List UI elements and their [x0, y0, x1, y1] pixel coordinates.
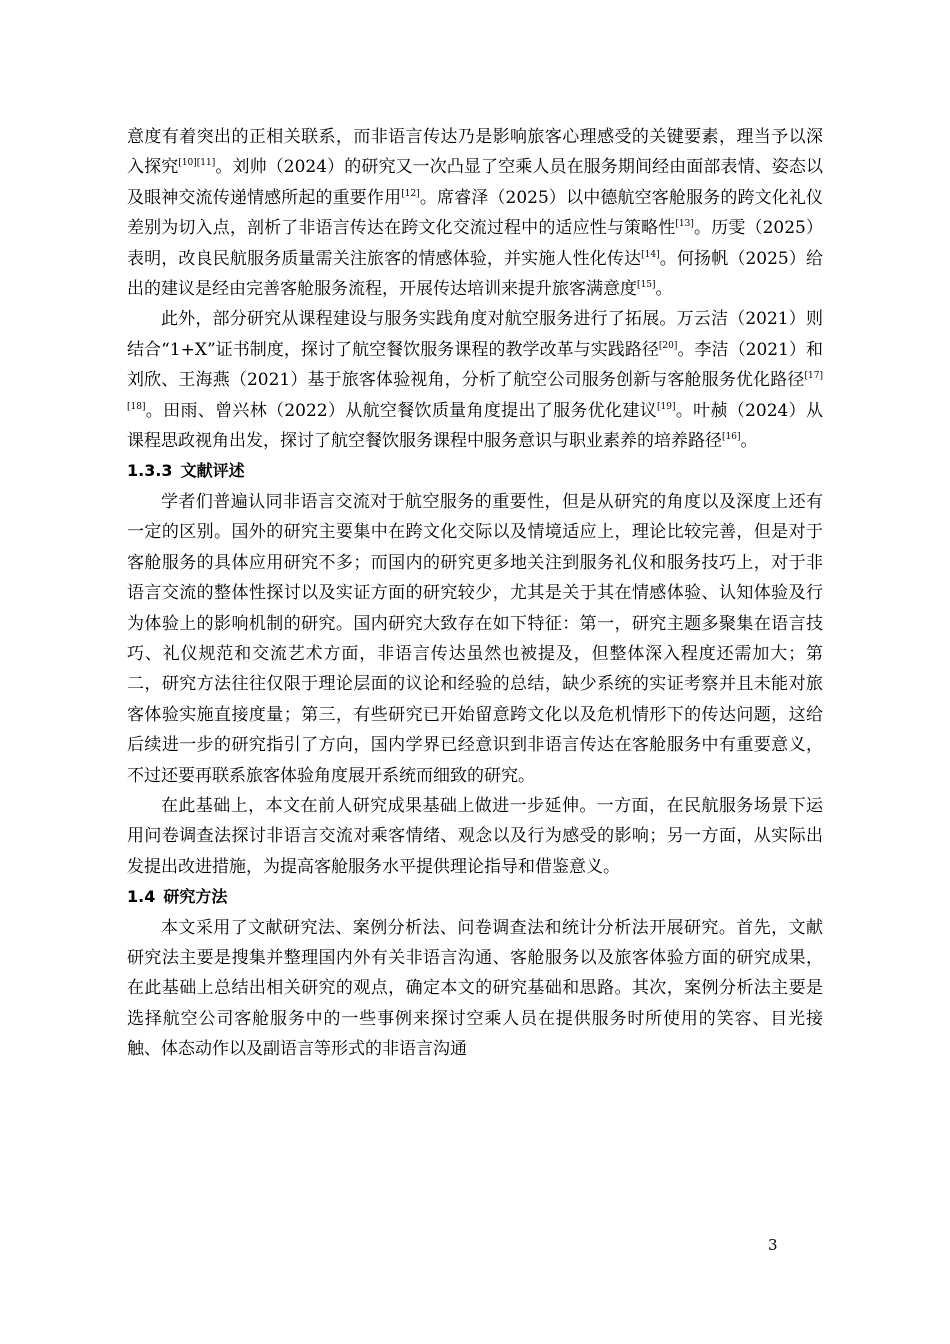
section-title: 文献评述 [180, 461, 245, 481]
text-run: 。刘帅（2024）的研究又一次凸显了空乘人员在服务期间经由面部表情、姿态以及眼神交流传递情感所起的重要作用 [127, 157, 824, 208]
section-title: 研究方法 [163, 887, 228, 907]
citation: [15] [637, 280, 656, 291]
citation: [12] [401, 188, 420, 199]
citation: [14] [641, 249, 660, 260]
text-run: 此外，部分研究从课程建设与服务实践角度对航空服务进行了拓展。万云洁（2021）则结合“1+X”证书制度，探讨了航空餐饮服务课程的教学改革与实践路径 [127, 309, 823, 360]
section-heading-1-4 [127, 882, 823, 912]
paragraph-4: 在此基础上，本文在前人研究成果基础上做进一步延伸。一方面，在民航服务场景下运用问卷调查法探讨非语言交流对乘客情绪、观念以及行为感受的影响；另一方面，从实际出发提出改进措施，为提高客舱服务水平提供理论指导和借鉴意义。 [127, 795, 823, 877]
text-run: 。 [655, 279, 673, 300]
citation: [16] [722, 432, 741, 443]
text-run: 。田雨、曾兴林（2022）从航空餐饮质量角度提出了服务优化建议 [145, 400, 658, 421]
section-number: 1.4 [127, 887, 156, 907]
citation: [19] [657, 401, 676, 412]
paragraph-2 [127, 304, 823, 456]
text-run: 。何扬帆（2025）给出的建议是经由完善客舱服务流程，开展传达培训来提升旅客满意度 [127, 248, 824, 300]
section-heading-1-3-3 [127, 456, 823, 486]
text-run: 。历雯（2025）表明，改良民航服务质量需关注旅客的情感体验，并实施人性化传达 [127, 218, 823, 269]
citation: [10][11] [178, 158, 216, 169]
paragraph-5: 本文采用了文献研究法、案例分析法、问卷调查法和统计分析法开展研究。首先，文献研究法主要是搜集并整理国内外有关非语言沟通、客舱服务以及旅客体验方面的研究成果，在此基础上总结出相关研究的观点，确定本文的研究基础和思路。其次，案例分析法主要是选择航空公司客舱服务中的一些事例来探讨空乘人员在提供服务时所使用的笑容、目光接触、体态动作以及副语言等形式的非语言沟通 [127, 917, 823, 1060]
citation: [17][18] [127, 371, 823, 412]
paragraph-3: 学者们普遍认同非语言交流对于航空服务的重要性，但是从研究的角度以及深度上还有一定的区别。国外的研究主要集中在跨文化交际以及情境适应上，理论比较完善，但是对于客舱服务的具体应用研究不多；而国内的研究更多地关注到服务礼仪和服务技巧上，对于非语言交流的整体性探讨以及实证方面的研究较少，尤其是关于其在情感体验、认知体验及行为体验上的影响机制的研究。国内研究大致存在如下特征：第一，研究主题多聚集在语言技巧、礼仪规范和交流艺术方面，非语言传达虽然也被提及，但整体深入程度还需加大；第二，研究方法往往仅限于理论层面的议论和经验的总结，缺少系统的实证考察并且未能对旅客体验实施直接度量；第三，有些研究已开始留意跨文化以及危机情形下的传达问题，这给后续进一步的研究指引了方向，国内学界已经意识到非语言传达在客舱服务中有重要意义，不过还要再联系旅客体验角度展开系统而细致的研究。 [127, 491, 823, 786]
text-run: 意度有着突出的正相关联系，而非语言传达乃是影响旅客心理感受的关键要素，理当予以深入探究 [127, 127, 823, 178]
page-number-text: 3 [768, 1236, 778, 1254]
text-run: 。李洁（2021）和刘欣、王海燕（2021）基于旅客体验视角，分析了航空公司服务创新与客舱服务优化路径 [127, 339, 824, 391]
paragraph-1 [127, 122, 823, 304]
text-run: 。叶赪（2024）从课程思政视角出发，探讨了航空餐饮服务课程中服务意识与职业素养的培养路径 [127, 400, 823, 452]
section-number: 1.3.3 [127, 461, 173, 481]
page-body [127, 122, 823, 1065]
citation: [13] [675, 219, 694, 230]
citation: [20] [658, 340, 678, 351]
text-run: 。 [740, 431, 758, 452]
text-run: 。席睿泽（2025）以中德航空客舱服务的跨文化礼仪差别为切入点，剖析了非语言传达在跨文化交流过程中的适应性与策略性 [127, 187, 824, 239]
